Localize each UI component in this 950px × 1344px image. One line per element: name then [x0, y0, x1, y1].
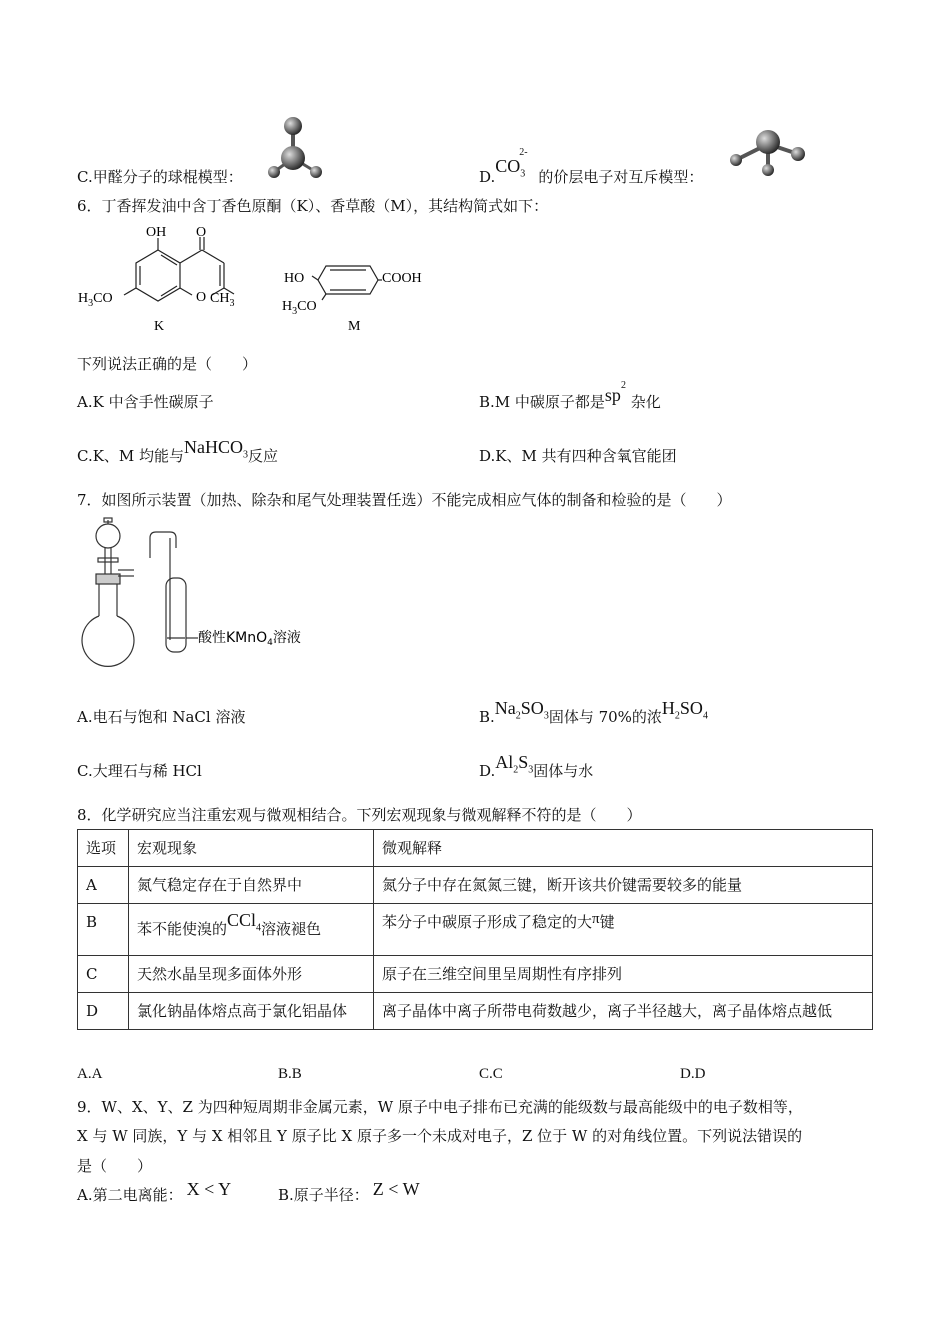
q6-option-b: B.M 中碳原子都是$sp^2$ 杂化	[479, 380, 661, 411]
k-methyl-label: $CH_3$	[210, 291, 235, 309]
q7-option-c: C.大理石与稀 HCl	[77, 762, 202, 780]
row-d-macro: 氯化钠晶体熔点高于氯化铝晶体	[129, 992, 374, 1029]
q6-option-d: D.K、M 共有四种含氧官能团	[479, 447, 677, 465]
q6-option-c: C.K、M 均能与NaHCO$_3$反应	[77, 437, 279, 465]
row-d-micro: 离子晶体中离子所带电荷数越少，离子半径越大，离子晶体熔点越低	[374, 992, 873, 1029]
carbonate-vsepr-model	[724, 124, 814, 184]
q5-option-d-sub: 3	[520, 168, 526, 180]
q5-option-d-sup: 2-	[519, 147, 528, 158]
header-macro: 宏观现象	[129, 830, 374, 867]
row-c-option: C	[78, 955, 129, 992]
q7-option-d: $D.Al_2S_3$固体与水	[479, 752, 594, 780]
table-row	[78, 992, 873, 1029]
q8-option-d: D.D	[680, 1066, 706, 1082]
q7-stem: 7．如图所示装置（加热、除杂和尾气处理装置任选）不能完成相应气体的制备和检验的是（ ）	[77, 491, 732, 509]
q6-option-a: A.K 中含手性碳原子	[77, 393, 214, 411]
row-c-macro: 天然水晶呈现多面体外形	[129, 955, 374, 992]
q5-option-d-prefix: D.	[479, 168, 496, 186]
row-b-micro: 苯分子中碳原子形成了稳定的大π键	[374, 904, 873, 956]
k-label: K	[154, 319, 165, 334]
q8-option-b: B.B	[278, 1066, 302, 1082]
table-row	[78, 955, 873, 992]
q8-table	[77, 829, 873, 1030]
structure-k-chromone	[78, 222, 248, 334]
k-carbonyl-o-label: O	[196, 225, 207, 240]
k-oh-label: OH	[146, 225, 167, 240]
q5-option-d-suffix: 的价层电子对互斥模型：	[538, 168, 704, 186]
gas-generation-apparatus	[78, 518, 318, 668]
row-b-macro: 苯不能使溴的CCl$_4$溶液褪色	[129, 904, 374, 956]
q8-stem: 8．化学研究应当注重宏观与微观相结合。下列宏观现象与微观解释不符的是（ ）	[77, 806, 642, 824]
m-cooh-label: COOH	[382, 271, 422, 286]
m-label: M	[348, 319, 361, 334]
table-row	[78, 830, 873, 867]
m-ho-label: HO	[284, 271, 305, 286]
formaldehyde-ball-stick-model	[262, 114, 332, 184]
header-option: 选项	[78, 830, 129, 867]
q5-option-d-formula: CO	[495, 156, 521, 176]
reagent-label: 酸性KMnO$_4$溶液	[198, 630, 301, 648]
row-a-micro: 氮分子中存在氮氮三键，断开该共价键需要较多的能量	[374, 867, 873, 904]
q7-option-b: $B.Na_2SO_3$固体与 70%的浓$H_2SO_4$	[479, 698, 708, 726]
k-methoxy-label: $H_3CO$	[78, 291, 113, 309]
q9-option-a: A.第二电离能： X < Y	[77, 1179, 232, 1204]
row-b-option: B	[78, 904, 129, 956]
q8-option-c: C.C	[479, 1066, 503, 1082]
table-row	[78, 904, 873, 956]
q6-question: 下列说法正确的是（ ）	[77, 355, 258, 373]
q9-line-2: X 与 W 同族，Y 与 X 相邻且 Y 原子比 X 原子多一个未成对电子，Z 位于 W 的对角线位置。下列说法错误的	[77, 1127, 803, 1145]
m-methoxy-label: $H_3CO$	[282, 299, 317, 317]
q9-line-3: 是（ ）	[77, 1157, 153, 1175]
q8-option-a: A.A	[77, 1066, 103, 1082]
row-d-option: D	[78, 992, 129, 1029]
row-a-macro: 氮气稳定存在于自然界中	[129, 867, 374, 904]
q9-option-b: B.原子半径： Z < W	[278, 1179, 420, 1204]
q9-line-1: 9．W、X、Y、Z 为四种短周期非金属元素，W 原子中电子排布已充满的能级数与最高能级中的电子数相等，	[77, 1098, 803, 1116]
k-ring-o-label: O	[196, 290, 207, 305]
q6-stem: 6．丁香挥发油中含丁香色原酮（K）、香草酸（M），其结构简式如下：	[77, 197, 549, 215]
row-c-micro: 原子在三维空间里呈周期性有序排列	[374, 955, 873, 992]
row-a-option: A	[78, 867, 129, 904]
q7-option-a: A.电石与饱和 NaCl 溶液	[77, 708, 246, 726]
q5-option-c: C.甲醛分子的球棍模型：	[77, 168, 243, 186]
table-row	[78, 867, 873, 904]
q5-option-d	[479, 147, 704, 190]
structure-m-vanillic-acid	[282, 254, 432, 336]
header-micro: 微观解释	[374, 830, 873, 867]
